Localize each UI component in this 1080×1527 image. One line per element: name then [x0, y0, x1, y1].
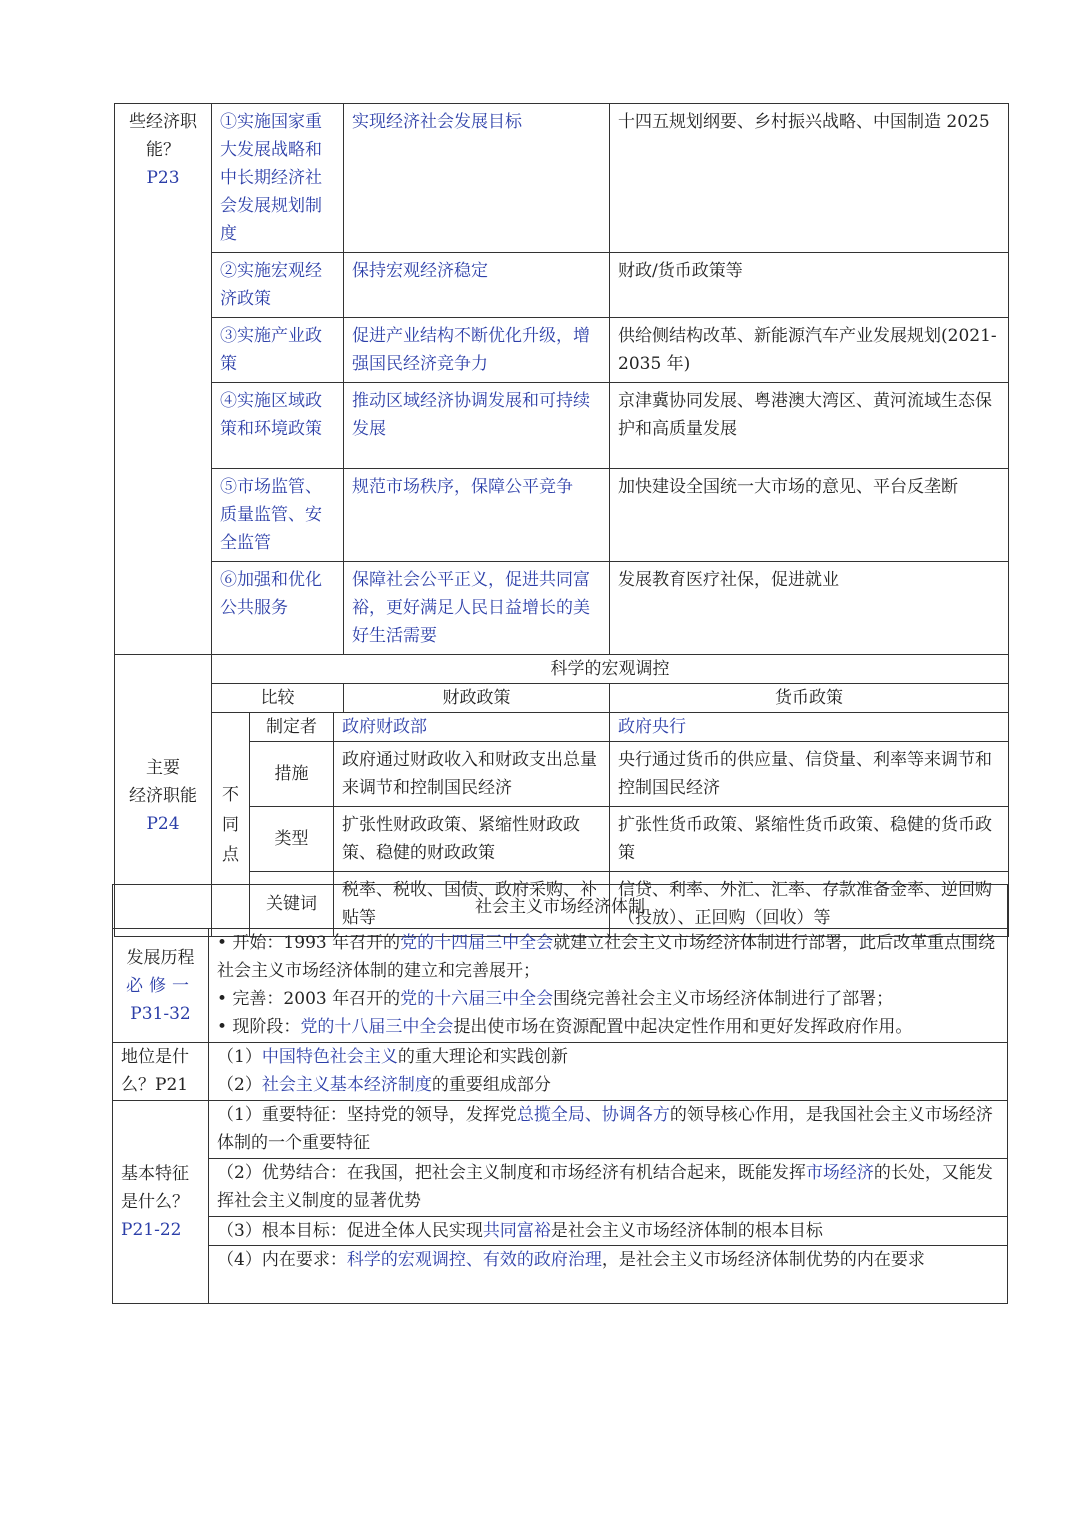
feature-item: （1）重要特征：坚持党的领导，发挥党总揽全局、协调各方的领导核心作用，是我国社会主义市场经济体制的一个重要特征 — [209, 1101, 1007, 1159]
feature-item: （4）内在要求：科学的宏观调控、有效的政府治理，是社会主义市场经济体制优势的内在要求 — [217, 1250, 925, 1270]
market-economy-table — [112, 884, 1008, 1304]
function-example: 京津冀协同发展、粤港澳大湾区、黄河流域生态保护和高质量发展 — [610, 383, 1009, 469]
status-content — [209, 1043, 1008, 1101]
history-content — [209, 929, 1008, 1043]
section2-label: 主要 经济职能 P24 — [115, 655, 212, 937]
section1-label: 些经济职 能？ P23 — [115, 104, 212, 655]
row-label: 制定者 — [250, 713, 334, 742]
function-measure: ②实施宏观经济政策 — [212, 253, 344, 318]
features-content — [209, 1101, 1008, 1304]
history-item: • 完善：2003 年召开的党的十六届三中全会围绕完善社会主义市场经济体制进行了部署； — [217, 989, 894, 1009]
function-goal: 推动区域经济协调发展和可持续发展 — [344, 383, 610, 469]
function-example: 发展教育医疗社保，促进就业 — [610, 562, 1009, 655]
history-item: • 现阶段：党的十八届三中全会提出使市场在资源配置中起决定性作用和更好发挥政府作用。 — [217, 1017, 913, 1037]
function-measure: ①实施国家重大发展战略和中长期经济社会发展规划制度 — [212, 104, 344, 253]
monetary-cell: 政府央行 — [610, 713, 1009, 742]
row-label: 关键词 — [250, 872, 334, 937]
feature-item: （3）根本目标：促进全体人民实现共同富裕是社会主义市场经济体制的根本目标 — [209, 1217, 1007, 1246]
feature-item: （2）优势结合：在我国，把社会主义制度和市场经济有机结合起来，既能发挥市场经济的长处，又能发挥社会主义制度的显著优势 — [209, 1159, 1007, 1217]
fiscal-cell: 税率、税收、国债、政府采购、补贴等 — [334, 872, 610, 937]
fiscal-policy-header: 财政政策 — [344, 684, 610, 713]
function-goal: 促进产业结构不断优化升级，增强国民经济竞争力 — [344, 318, 610, 383]
function-measure: ⑥加强和优化公共服务 — [212, 562, 344, 655]
status-label: 地位是什 么？P21 — [113, 1043, 209, 1101]
monetary-cell: 央行通过货币的供应量、信贷量、利率等来调节和控制国民经济 — [610, 742, 1009, 807]
history-label: 发展历程 必修一 P31-32 — [113, 929, 209, 1043]
monetary-cell: 扩张性货币政策、紧缩性货币政策、稳健的货币政策 — [610, 807, 1009, 872]
history-item: • 开始：1993 年召开的党的十四届三中全会就建立社会主义市场经济体制进行部署，此后改革重点围绕社会主义市场经济体制的建立和完善展开； — [217, 933, 996, 981]
function-goal: 保障社会公平正义，促进共同富裕，更好满足人民日益增长的美好生活需要 — [344, 562, 610, 655]
function-example: 十四五规划纲要、乡村振兴战略、中国制造 2025 — [610, 104, 1009, 253]
function-measure: ④实施区域政策和环境政策 — [212, 383, 344, 469]
economic-functions-table — [114, 103, 1009, 937]
function-goal: 保持宏观经济稳定 — [344, 253, 610, 318]
compare-header: 比较 — [212, 684, 344, 713]
row-label: 类型 — [250, 807, 334, 872]
features-label: 基本特征 是什么？ P21-22 — [113, 1101, 209, 1304]
status-item: （1）中国特色社会主义的重大理论和实践创新 — [217, 1047, 568, 1067]
fiscal-cell: 扩张性财政政策、紧缩性财政政策、稳健的财政政策 — [334, 807, 610, 872]
monetary-cell: 信贷、利率、外汇、汇率、存款准备金率、逆回购（投放）、正回购（回收）等 — [610, 872, 1009, 937]
function-example: 供给侧结构改革、新能源汽车产业发展规划(2021-2035 年) — [610, 318, 1009, 383]
monetary-policy-header: 货币政策 — [610, 684, 1009, 713]
function-measure: ③实施产业政策 — [212, 318, 344, 383]
function-goal: 规范市场秩序，保障公平竞争 — [344, 469, 610, 562]
table2-title: 社会主义市场经济体制 — [113, 885, 1008, 929]
function-example: 财政/货币政策等 — [610, 253, 1009, 318]
function-measure: ⑤市场监管、质量监管、安全监管 — [212, 469, 344, 562]
function-example: 加快建设全国统一大市场的意见、平台反垄断 — [610, 469, 1009, 562]
difference-label: 不 同 点 — [212, 713, 250, 937]
macro-control-title: 科学的宏观调控 — [212, 655, 1009, 684]
fiscal-cell: 政府财政部 — [334, 713, 610, 742]
function-goal: 实现经济社会发展目标 — [344, 104, 610, 253]
status-item: （2）社会主义基本经济制度的重要组成部分 — [217, 1075, 551, 1095]
fiscal-cell: 政府通过财政收入和财政支出总量来调节和控制国民经济 — [334, 742, 610, 807]
row-label: 措施 — [250, 742, 334, 807]
